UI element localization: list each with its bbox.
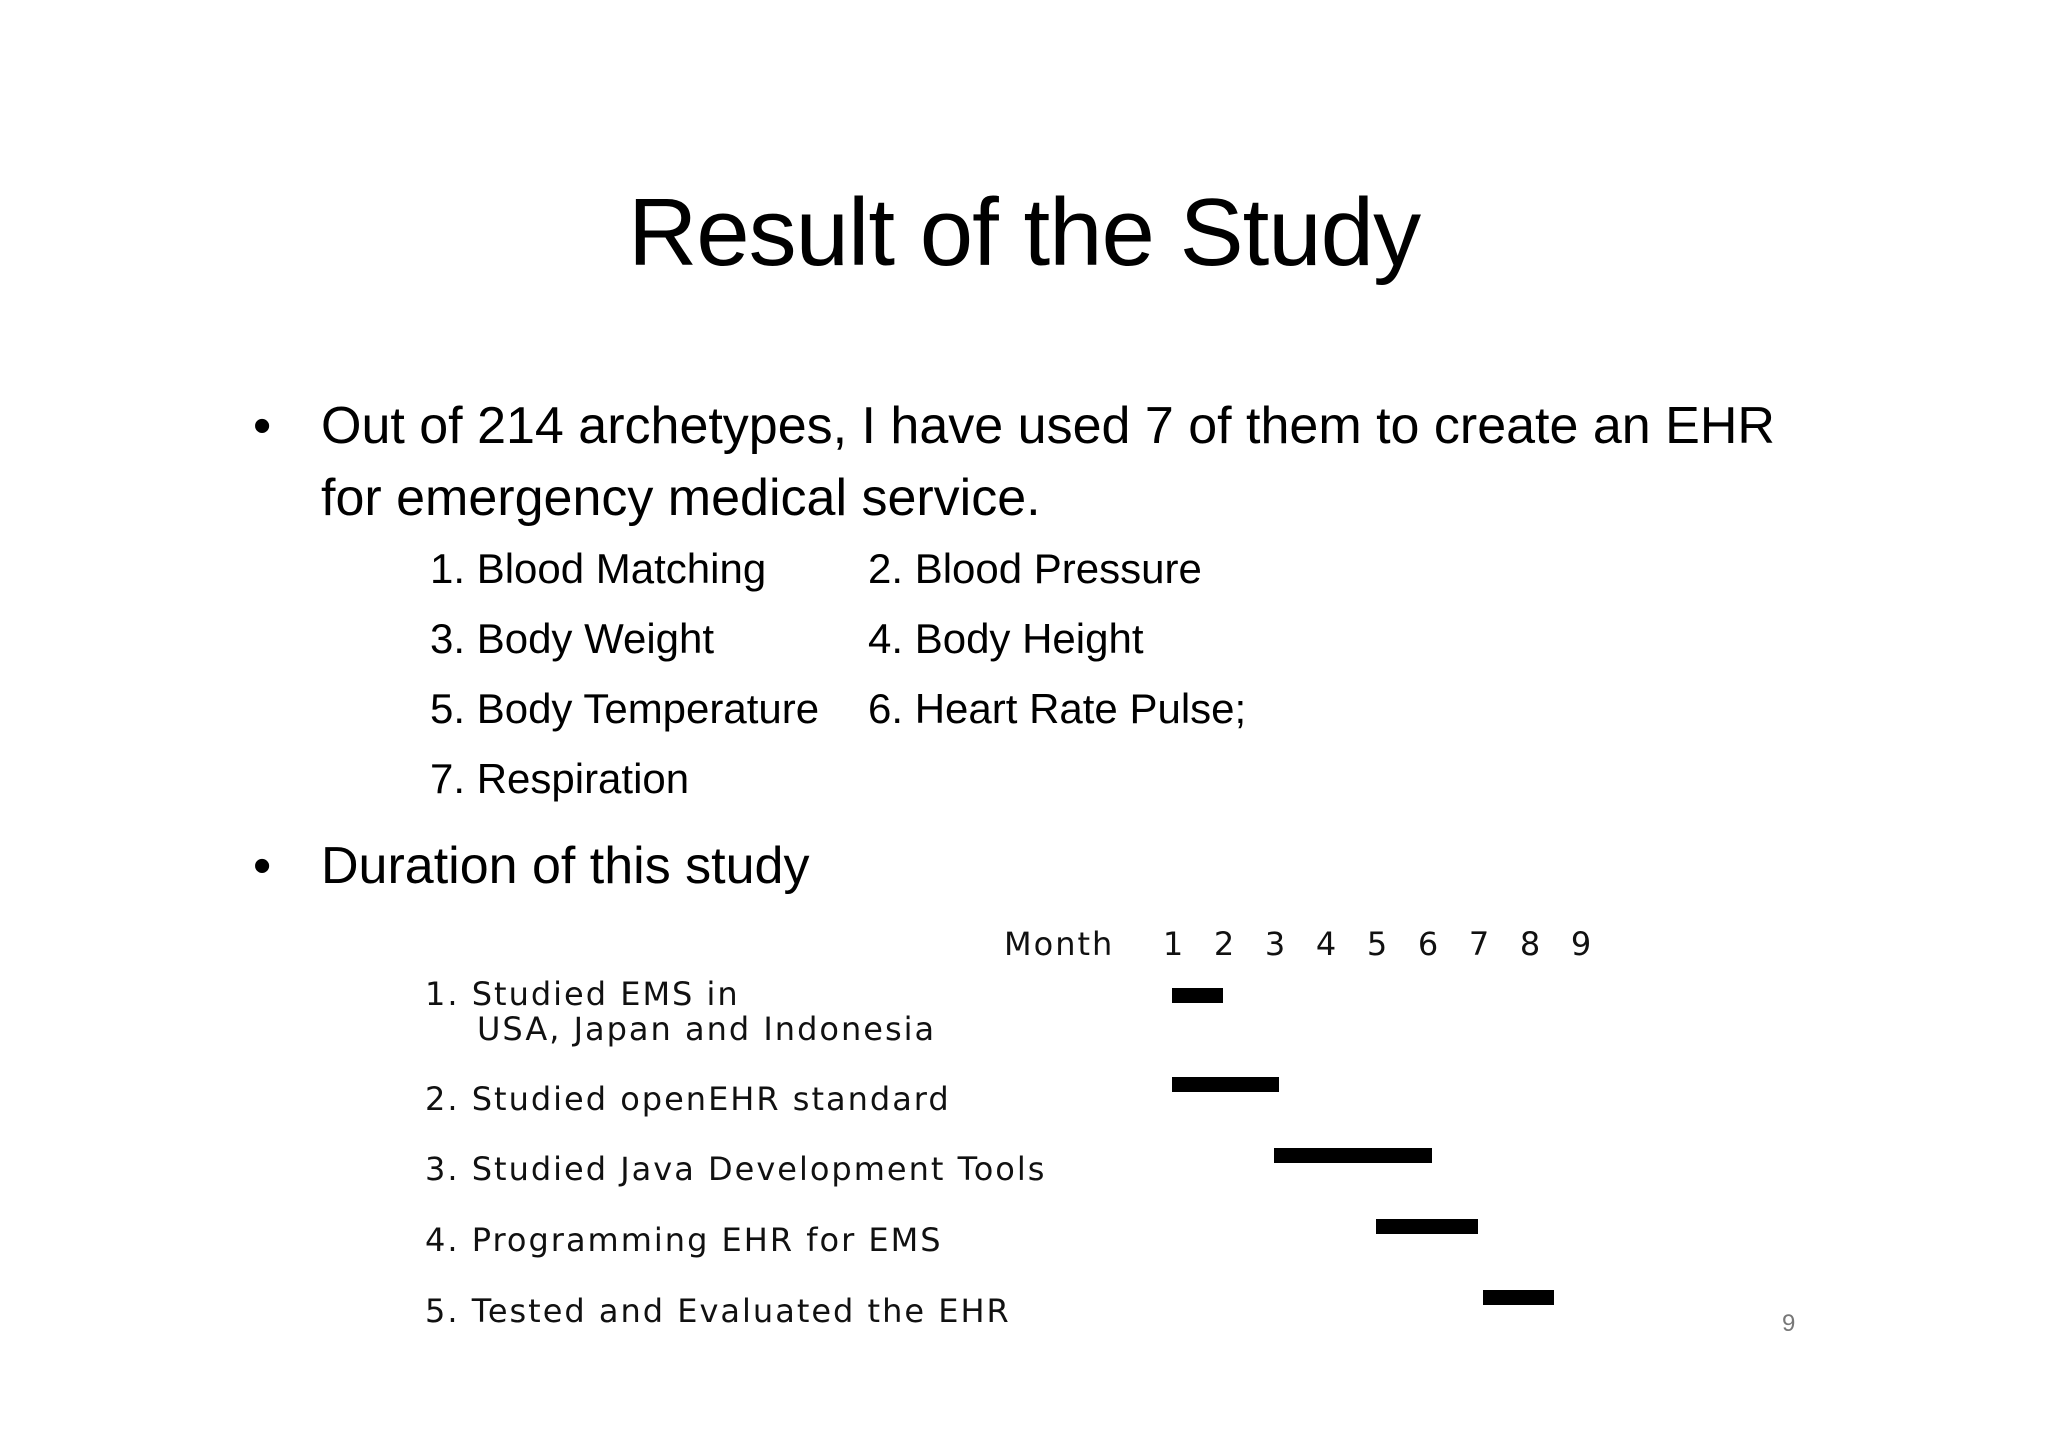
gantt-bar	[1376, 1219, 1478, 1234]
gantt-month-tick: 3	[1264, 925, 1286, 963]
gantt-month-label: Month	[1004, 925, 1115, 963]
gantt-month-tick: 4	[1315, 925, 1337, 963]
gantt-month-tick: 9	[1570, 925, 1592, 963]
slide-title: Result of the Study	[627, 179, 1421, 286]
gantt-month-tick: 8	[1519, 925, 1541, 963]
gantt-month-tick: 1	[1162, 925, 1184, 963]
gantt-task-label: 3. Studied Java Development Tools	[425, 1150, 1047, 1188]
gantt-month-tick: 5	[1366, 925, 1388, 963]
gantt-bar	[1274, 1148, 1432, 1163]
bullet-text: Duration of this study	[321, 837, 810, 895]
archetype-item: 3. Body Weight	[430, 615, 715, 662]
gantt-task-label: 5. Tested and Evaluated the EHR	[425, 1292, 1011, 1330]
archetype-item: 5. Body Temperature	[430, 685, 820, 732]
bullet-text-line2: for emergency medical service.	[321, 469, 1041, 527]
archetype-item: 1. Blood Matching	[430, 545, 767, 592]
bullet-point: •	[253, 837, 272, 895]
archetype-item: 7. Respiration	[430, 755, 690, 802]
gantt-task-label: 1. Studied EMS in	[425, 975, 740, 1013]
bullet-point: •	[253, 397, 272, 455]
archetype-item: 6. Heart Rate Pulse;	[868, 685, 1247, 732]
gantt-task-label-line2: USA, Japan and Indonesia	[477, 1010, 937, 1048]
page-number: 9	[1782, 1310, 1796, 1337]
gantt-bar	[1172, 1077, 1279, 1092]
archetype-item: 2. Blood Pressure	[868, 545, 1202, 592]
bullet-text-line1: Out of 214 archetypes, I have used 7 of them to create an EHR	[321, 397, 1775, 455]
bullet-archetypes	[253, 390, 1853, 540]
gantt-month-tick: 6	[1417, 925, 1439, 963]
gantt-month-tick: 7	[1468, 925, 1490, 963]
gantt-bar	[1172, 988, 1223, 1003]
gantt-task-label: 4. Programming EHR for EMS	[425, 1221, 943, 1259]
archetype-item: 4. Body Height	[868, 615, 1144, 662]
gantt-bar	[1483, 1290, 1554, 1305]
bullet-duration	[253, 830, 1253, 910]
gantt-month-tick: 2	[1213, 925, 1235, 963]
gantt-task-label: 2. Studied openEHR standard	[425, 1080, 951, 1118]
